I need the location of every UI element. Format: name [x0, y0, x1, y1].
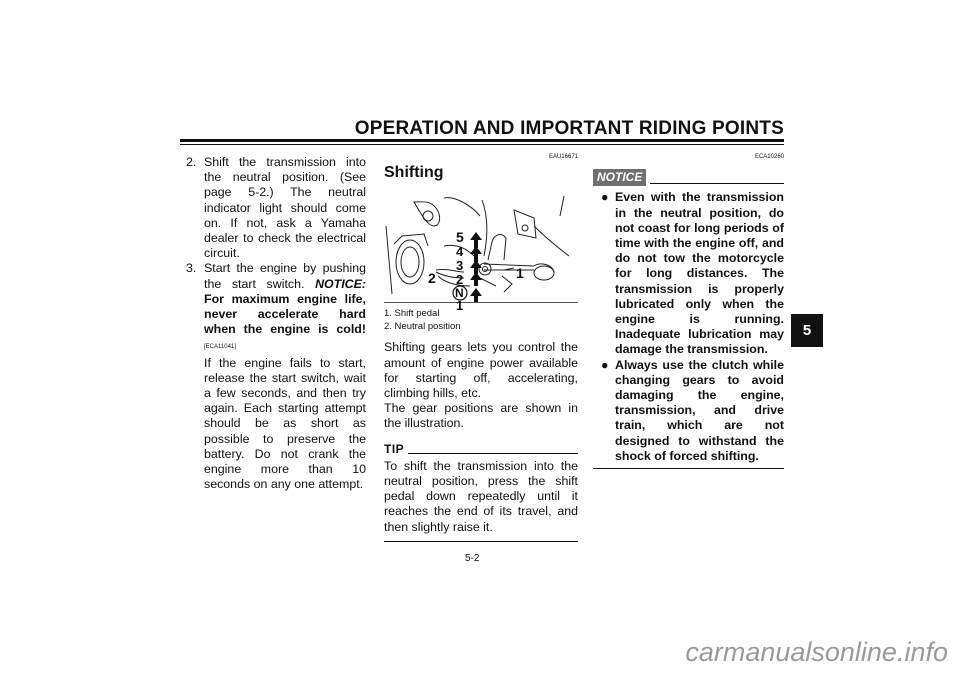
notice-rule: [650, 183, 784, 184]
column-middle: [384, 150, 578, 542]
list-item: [593, 358, 784, 464]
column-right: [593, 150, 784, 469]
list-item: [186, 261, 366, 492]
figure-captions: [384, 307, 578, 333]
paragraph: Shifting gears lets you control the amount of engine power available for starting off, accelerating, climbing hills, etc.: [384, 340, 578, 401]
step-number: 2.: [186, 155, 197, 169]
paragraph: The gear positions are shown in the illustration.: [384, 401, 578, 431]
step-number: 3.: [186, 261, 197, 276]
section-code: EAU16671: [548, 154, 578, 160]
chapter-tab: 5: [791, 314, 823, 347]
gear-label-5: 5: [456, 229, 464, 246]
notice-code: ECA10260: [754, 154, 784, 160]
callout-2: 2: [428, 270, 436, 287]
list-item: [593, 190, 784, 357]
header-rule-thin: [180, 144, 784, 145]
notice-header: [593, 169, 784, 186]
tip-end-rule: [384, 541, 578, 542]
tip-rule: [408, 453, 578, 454]
bullet-icon: ●: [601, 357, 609, 372]
bullet-text: Even with the transmission in the neutral position, do not coast for long periods of time with the engine off, and do not tow the motorcycle for long distances. The transmission is properly lubricated only when the engine is running. Inadequate lubrication may damage the transmission.: [615, 190, 784, 357]
bullet-text: Always use the clutch while changing gears to avoid damaging the engine, transmission, and drive train, which are not designed to withstand the shock of forced shifting.: [615, 357, 784, 463]
watermark: carmanualsonline.info: [685, 637, 948, 667]
tip-text: To shift the transmission into the neutral position, press the shift pedal down repeatedly until it reaches the end of its travel, and then slightly raise it.: [384, 458, 578, 534]
section-title: Shifting: [384, 164, 444, 182]
page-number: 5-2: [465, 553, 480, 564]
gear-label-1: 1: [456, 298, 464, 314]
list-item: [186, 155, 366, 261]
notice-label: NOTICE: [593, 169, 646, 186]
notice-end-rule: [593, 468, 784, 469]
gear-label-n: N: [455, 286, 464, 301]
step-text: Shift the transmission into the neutral position. (See page 5-2.) The neutral indicator light should come on. If not, ask a Yamaha dealer to check the electrical circuit.: [204, 155, 366, 261]
notice-inline-text: For maximum engine life, never accelerate hard when the engine is cold!: [204, 291, 366, 337]
notice-inline-label: NOTICE:: [315, 276, 366, 291]
bullet-icon: ●: [601, 190, 609, 205]
column-left: [186, 155, 366, 492]
tip-label: TIP: [384, 441, 405, 456]
header-rule: [180, 139, 784, 142]
tip-header: [384, 442, 578, 457]
gear-label-4: 4: [456, 244, 464, 260]
gear-label-2: 2: [456, 272, 464, 288]
gear-label-3: 3: [456, 258, 464, 274]
callout-1: 1: [516, 265, 524, 282]
caption-neutral-position: 2. Neutral position: [384, 321, 461, 333]
page-header-title: OPERATION AND IMPORTANT RIDING POINTS: [354, 118, 784, 139]
step-text: Start the engine by pushing the start switch.: [204, 261, 366, 291]
step-text-continued: If the engine fails to start, release the start switch, wait a few seconds, and then try again. Each starting attempt should be as short as possible to preserve the battery. Do not crank the engine more than 10 seconds on any one attempt.: [204, 355, 366, 492]
reference-code: [ECA11041]: [204, 344, 236, 351]
caption-shift-pedal: 1. Shift pedal: [384, 308, 440, 320]
